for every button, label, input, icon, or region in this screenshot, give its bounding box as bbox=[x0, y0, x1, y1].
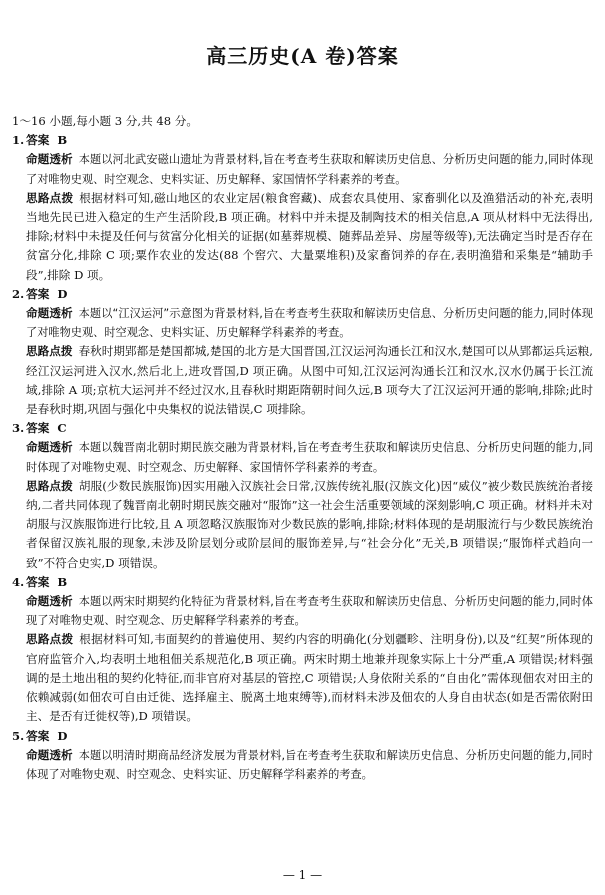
question-number: 4. bbox=[12, 574, 25, 589]
question-number: 1. bbox=[12, 133, 25, 148]
intro-paragraph-label: 命题透析 bbox=[26, 152, 73, 167]
answer-label: 答案 bbox=[26, 574, 50, 589]
question-number: 5. bbox=[12, 728, 25, 743]
analysis-paragraph-text: 胡服(少数民族服饰)因实用融入汉族社会日常,汉族传统礼服(汉族文化)因“威仪”被少数民族统治者接纳,二者共同体现了魏晋南北朝时期民族交融对“服饰”这一社会生活重要领域的深刻影响,C 项正确。材料并未对胡服与汉族服饰进行比较,且 A 项忽略汉族服饰对少数民族的影响,排除;材料体现的是胡服流行与少数民族统治者保留汉族礼服的现象,未涉及阶层划分或阶层间的服饰差异,与“社会分化”无关,B 项错误;“服饰样式趋向一致”不符合史实,D 项错误。 bbox=[26, 478, 593, 570]
analysis-paragraph-label: 思路点拨 bbox=[26, 190, 74, 205]
analysis-paragraph-text: 根据材料可知,磁山地区的农业定居(粮食窖藏)、成套农具使用、家畜驯化以及渔猎活动的补充,表明当地先民已进入稳定的生产生活阶段,B 项正确。材料中并未提及制陶技术的相关信息,A 项从材料中无法得出,排除;材料中未提及任何与贫富分化相关的证据(如墓葬规模、随葬品差异、房屋等级等),无法确定当时是否存在贫富分化,排除 C 项;粟作农业的发达(88 个窖穴、大量粟堆积)及家畜饲养的存在,表明渔猎和采集是“辅助手段”,排除 D 项。 bbox=[26, 190, 593, 282]
page-title: 高三历史(A 卷)答案 bbox=[206, 44, 399, 68]
answer-item bbox=[12, 285, 593, 419]
question-number: 2. bbox=[12, 286, 25, 301]
question-number: 3. bbox=[12, 421, 25, 436]
answer-line bbox=[12, 727, 593, 746]
analysis-paragraph bbox=[12, 342, 593, 419]
page-number: — 1 — bbox=[282, 868, 323, 882]
intro-paragraph-text: 本题以明清时期商品经济发展为背景材料,旨在考查考生获取和解读历史信息、分析历史问题的能力,同时体现了对唯物史观、时空观念、史料实证、历史解释学科素养的考查。 bbox=[26, 748, 593, 781]
intro-paragraph bbox=[12, 150, 593, 188]
answer-item bbox=[12, 419, 593, 573]
analysis-paragraph-label: 思路点拨 bbox=[26, 632, 74, 647]
answer-item bbox=[12, 573, 593, 727]
intro-paragraph bbox=[12, 592, 593, 630]
analysis-paragraph-text: 根据材料可知,韦面契约的普遍使用、契约内容的明确化(分划疆畛、注明身份),以及“红契”所体现的官府监管介入,均表明土地租佃关系规范化,B 项正确。两宋时期土地兼并现象实际上十分严重,A 项错误;材料强调的是土地出租的契约化特征,而非官府对基层的管控,C 项错误;人身依附关系的“自由化”需体现佃农对田主的依赖减弱(如佃农可自由迁徙、选择雇主、脱离土地束缚等),而材料未涉及佃农的人身自由状态(如是否需依附田主、是否有迁徙权等),D 项错误。 bbox=[26, 632, 593, 724]
answer-item bbox=[12, 727, 593, 785]
answer-item bbox=[12, 131, 593, 285]
answer-value: C bbox=[57, 421, 67, 436]
intro-paragraph-label: 命题透析 bbox=[26, 747, 73, 762]
answer-content bbox=[12, 112, 593, 784]
answer-value: B bbox=[57, 574, 68, 589]
intro-paragraph bbox=[12, 304, 593, 342]
intro-paragraph bbox=[12, 746, 593, 784]
intro-paragraph-label: 命题透析 bbox=[26, 440, 73, 455]
analysis-paragraph-label: 思路点拨 bbox=[26, 478, 73, 493]
analysis-paragraph bbox=[12, 189, 593, 285]
answer-value: B bbox=[57, 133, 68, 148]
answer-value: D bbox=[57, 728, 68, 743]
answer-label: 答案 bbox=[26, 421, 50, 436]
answer-label: 答案 bbox=[26, 286, 50, 301]
answer-line bbox=[12, 419, 593, 438]
answer-items bbox=[12, 131, 593, 784]
answer-line bbox=[12, 573, 593, 592]
intro-paragraph-label: 命题透析 bbox=[26, 594, 73, 609]
intro-paragraph-text: 本题以两宋时期契约化特征为背景材料,旨在考查考生获取和解读历史信息、分析历史问题的能力,同时体现了对唯物史观、时空观念、历史解释学科素养的考查。 bbox=[26, 595, 593, 628]
intro-paragraph-text: 本题以魏晋南北朝时期民族交融为背景材料,旨在考查考生获取和解读历史信息、分析历史问题的能力,同时体现了对唯物史观、时空观念、历史解释、家国情怀学科素养的考查。 bbox=[26, 441, 593, 474]
intro-paragraph-text: 本题以河北武安磁山遗址为背景材料,旨在考查考生获取和解读历史信息、分析历史问题的能力,同时体现了对唯物史观、时空观念、史料实证、历史解释、家国情怀学科素养的考查。 bbox=[26, 153, 593, 186]
answer-line bbox=[12, 285, 593, 304]
analysis-paragraph-label: 思路点拨 bbox=[26, 344, 73, 359]
analysis-paragraph bbox=[12, 477, 593, 573]
answer-value: D bbox=[57, 286, 68, 301]
score-summary: 1～16 小题,每小题 3 分,共 48 分。 bbox=[12, 114, 198, 128]
answer-label: 答案 bbox=[26, 728, 50, 743]
analysis-paragraph bbox=[12, 630, 593, 726]
analysis-paragraph-text: 春秋时期郢都是楚国都城,楚国的北方是大国晋国,江汉运河沟通长江和汉水,楚国可以从郢都运兵运粮,经江汉运河进入汉水,然后北上,进攻晋国,D 项正确。从图中可知,江汉运河沟通长江和汉水,汉水仍属于长江流域,排除 A 项;京杭大运河并不经过汉水,且春秋时期距隋朝时间久远,B 项夸大了江汉运河开通的影响,排除;此时是春秋时期,巩固与强化中央集权的说法错误,C 项排除。 bbox=[26, 344, 593, 417]
intro-paragraph bbox=[12, 438, 593, 476]
answer-line bbox=[12, 131, 593, 150]
answer-label: 答案 bbox=[26, 133, 50, 148]
intro-paragraph-text: 本题以“江汉运河”示意图为背景材料,旨在考查考生获取和解读历史信息、分析历史问题的能力,同时体现了对唯物史观、时空观念、史料实证、历史解释学科素养的考查。 bbox=[26, 307, 593, 340]
intro-paragraph-label: 命题透析 bbox=[26, 306, 73, 321]
